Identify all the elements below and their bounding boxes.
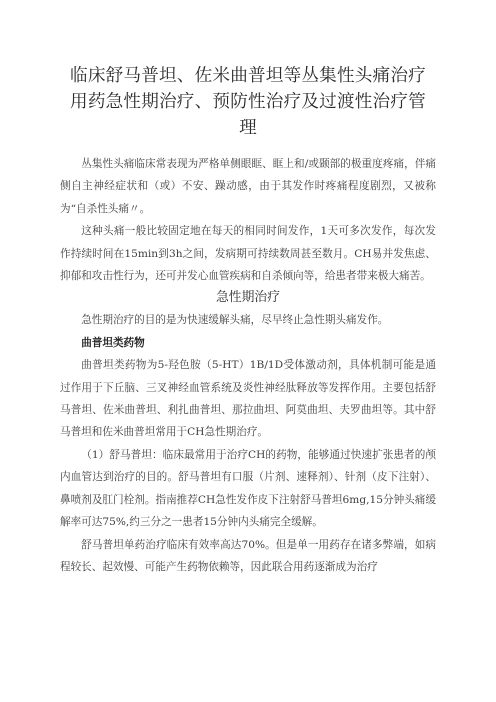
- intro-paragraph-2: 这种头痛一般比较固定地在每天的相同时间发作，1天可多次发作，每次发作持续时间在15min到3h之间，发病期可持续数周甚至数月。CH易并发焦虑、抑郁和攻击性行为，还可并发心血管疾病和自杀倾向等，给患者带来极大痛苦。: [60, 225, 436, 283]
- subsection-heading-triptans: 曲普坦类药物: [81, 336, 145, 349]
- intro-paragraph-1: 丛集性头痛临床常表现为严格单侧眼眶、眶上和/或颞部的极重度疼痛，伴痛侧自主神经症状和（或）不安、躁动感，由于其发作时疼痛程度剧烈，又被称为“自杀性头痛〃。: [60, 158, 436, 215]
- section-heading-acute: 急性期治疗: [216, 290, 280, 306]
- body-paragraph-3: 舒马普坦单药治疗临床有效率高达70%。但是单一用药存在诸多弊端，如病程较长、起效慢、可能产生药物依赖等，因此联合用药逐渐成为治疗: [60, 538, 436, 573]
- body-paragraph-2: （1）舒马普坦：临床最常用于治疗CH的药物，能够通过快速扩张患者的颅内血管达到治疗的目的。舒马普坦有口服（片剂、速释剂）、针剂（皮下注射）、鼻喷剂及肛门栓剂。指南推荐CH急性发作皮下注射舒马普坦6mg,15分钟头痛缓解率可达75%,约三分之一患者15分钟内头痛完全缓解。: [60, 448, 436, 529]
- section-intro-paragraph: 急性期治疗的目的是为快速缓解头痛，尽早终止急性期头痛发作。: [81, 314, 389, 327]
- document-title: 临床舒马普坦、佐米曲普坦等丛集性头痛治疗用药急性期治疗、预防性治疗及过渡性治疗管理: [70, 66, 426, 138]
- body-paragraph-1: 曲普坦类药物为5-羟色胺（5-HT）1B/1D受体激动剂，具体机制可能是通过作用于下丘脑、三叉神经血管系统及炎性神经肽释放等发挥作用。主要包括舒马普坦、佐米曲普坦、利扎曲普坦、那拉曲坦、阿莫曲坦、夫罗曲坦等。其中舒马普坦和佐米曲普坦常用于CH急性期治疗。: [60, 359, 436, 439]
